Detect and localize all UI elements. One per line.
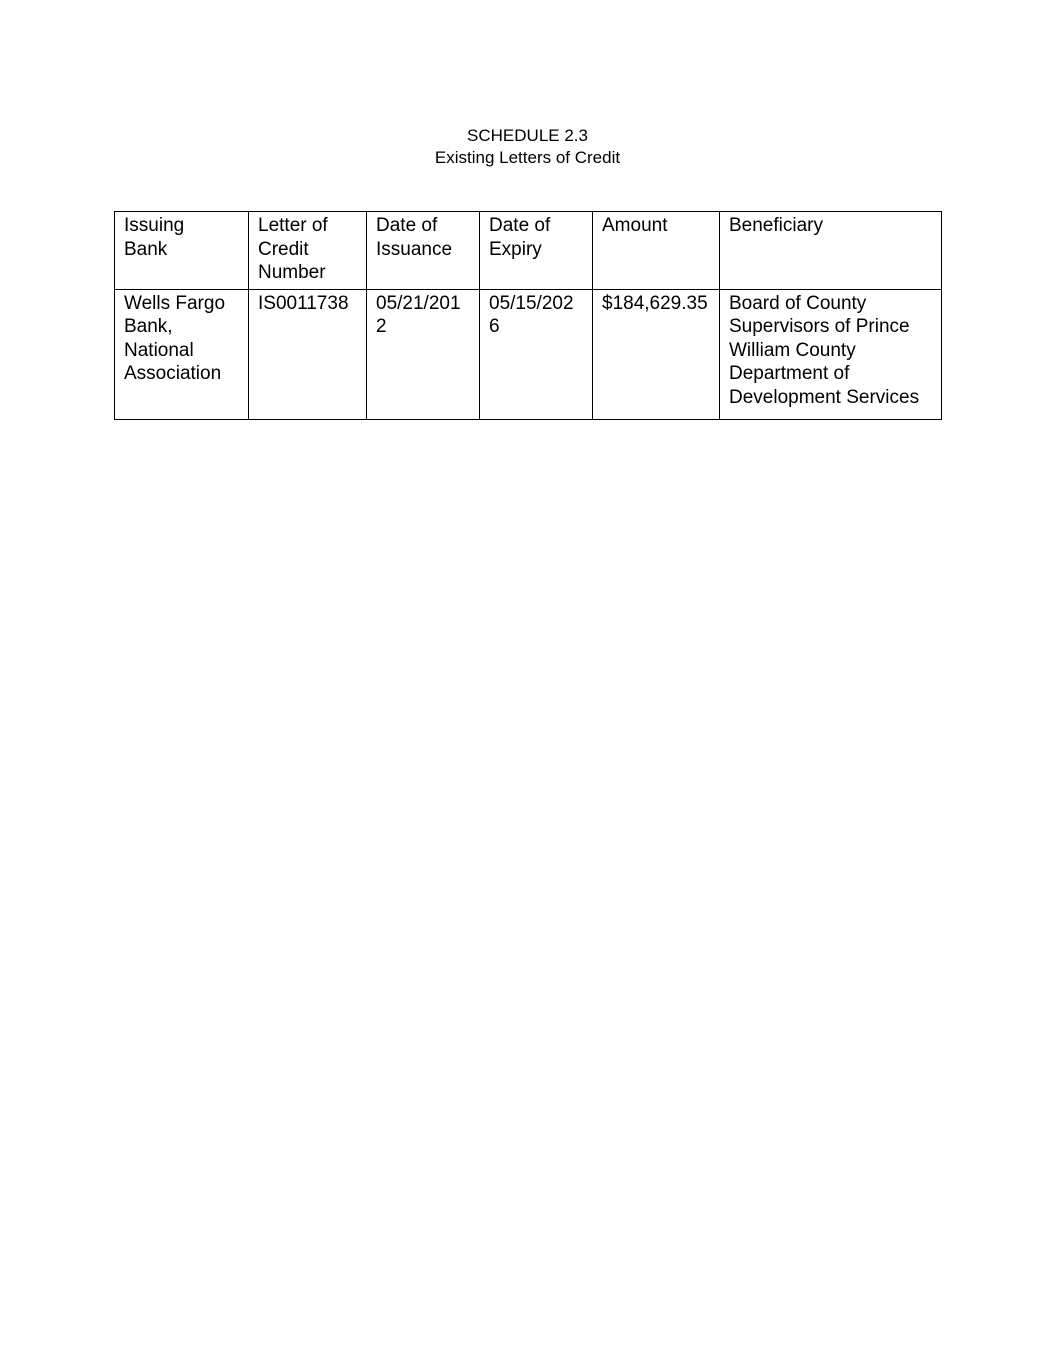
cell-beneficiary: Board of County Supervisors of Prince William County Department of Development Services <box>720 289 942 419</box>
header-beneficiary: Beneficiary <box>720 212 942 290</box>
header-date-of-expiry: Date of Expiry <box>480 212 593 290</box>
cell-amount: $184,629.35 <box>593 289 720 419</box>
table-header-row <box>115 212 942 290</box>
cell-letter-of-credit-number: IS0011738 <box>249 289 367 419</box>
cell-date-of-expiry: 05/15/2026 <box>480 289 593 419</box>
cell-issuing-bank: Wells Fargo Bank, National Association <box>115 289 249 419</box>
table-row <box>115 289 942 419</box>
header-letter-of-credit-number: Letter of Credit Number <box>249 212 367 290</box>
header-date-of-issuance: Date of Issuance <box>367 212 480 290</box>
schedule-title: SCHEDULE 2.3 <box>467 126 588 145</box>
letters-of-credit-table <box>114 211 942 420</box>
header-issuing-bank: Issuing Bank <box>115 212 249 290</box>
header-amount: Amount <box>593 212 720 290</box>
schedule-subtitle: Existing Letters of Credit <box>434 148 621 167</box>
cell-date-of-issuance: 05/21/2012 <box>367 289 480 419</box>
